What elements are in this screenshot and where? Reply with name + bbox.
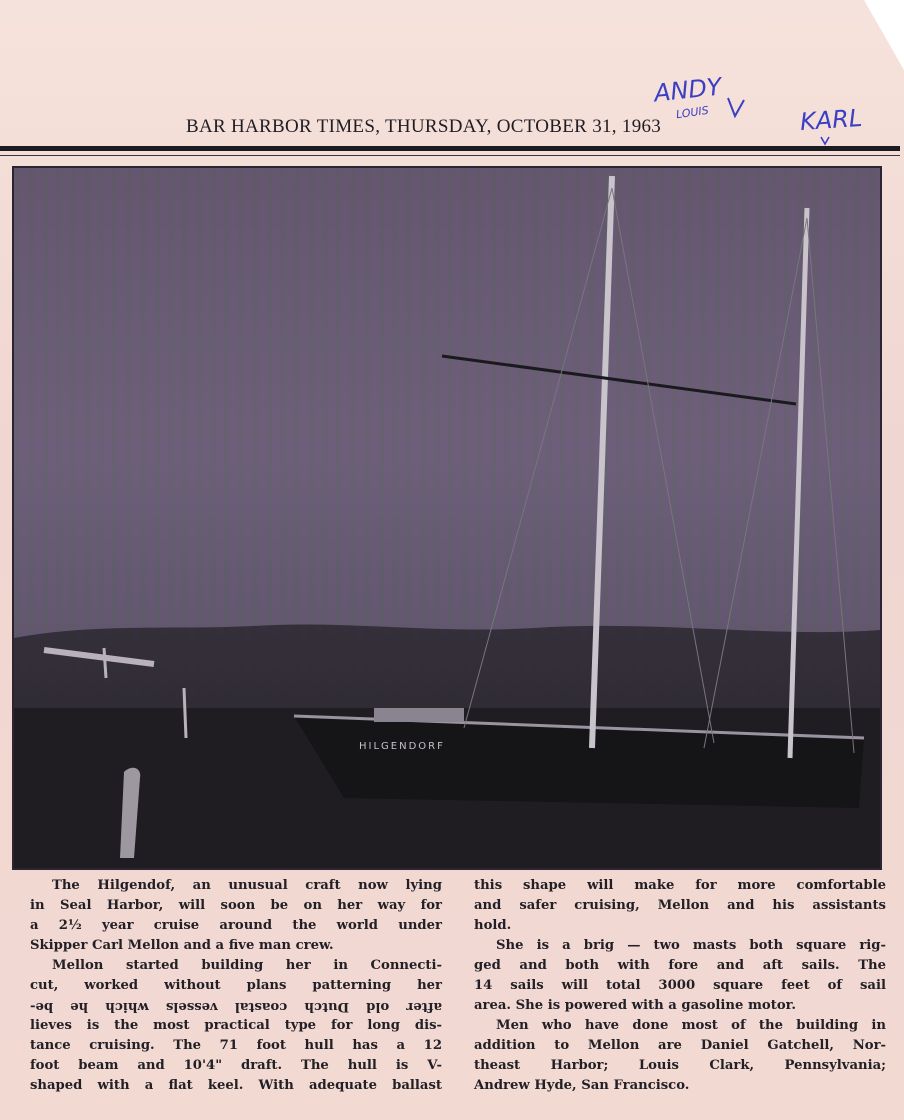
- hull-name-text: HILGENDORF: [359, 741, 445, 752]
- article-line: cut, worked without plans patterning her: [30, 978, 442, 993]
- article-line-upside-down: after old Dutch coastal vessels which he be-: [30, 999, 442, 1014]
- article-line: The Hilgendof, an unusual craft now lying: [52, 878, 442, 893]
- article-line: and safer cruising, Mellon and his assistants: [474, 898, 886, 913]
- ship-illustration: [14, 168, 880, 868]
- article-line: tance cruising. The 71 foot hull has a 12: [30, 1038, 442, 1053]
- handwritten-louis: LOUIS: [675, 103, 710, 122]
- article-line: shaped with a flat keel. With adequate ballast: [30, 1078, 442, 1093]
- article-line: ged and both with fore and aft sails. The: [474, 958, 886, 973]
- article-line: theast Harbor; Louis Clark, Pennsylvania;: [474, 1058, 886, 1073]
- article-column-left: [30, 876, 442, 1096]
- article-line: a 2½ year cruise around the world under: [30, 918, 442, 933]
- torn-corner: [864, 0, 904, 70]
- article-line: She is a brig — two masts both square rig-: [496, 938, 886, 953]
- article-line: Men who have done most of the building in: [496, 1018, 886, 1033]
- ship-photograph: [12, 166, 882, 870]
- article-line: Mellon started building her in Connecti-: [52, 958, 442, 973]
- masthead-rule-thin: [0, 155, 900, 156]
- masthead-rule: [0, 146, 900, 151]
- article-line: this shape will make for more comfortable: [474, 878, 886, 893]
- article-line: lieves is the most practical type for long dis-: [30, 1018, 442, 1033]
- handwritten-karl: KARL: [799, 103, 864, 137]
- article-line: 14 sails will total 3000 square feet of sail: [474, 978, 886, 993]
- article-line: foot beam and 10'4" draft. The hull is V-: [30, 1058, 442, 1073]
- article-line: Andrew Hyde, San Francisco.: [474, 1078, 690, 1093]
- article-column-right: [474, 876, 886, 1096]
- article-line: addition to Mellon are Daniel Gatchell, Nor-: [474, 1038, 886, 1053]
- article-line: in Seal Harbor, will soon be on her way for: [30, 898, 442, 913]
- article-line: Skipper Carl Mellon and a five man crew.: [30, 938, 334, 953]
- masthead: BAR HARBOR TIMES, THURSDAY, OCTOBER 31, 1963: [186, 116, 662, 137]
- handwritten-andy: ANDY: [652, 72, 723, 108]
- article-line: hold.: [474, 918, 512, 933]
- article-line: area. She is powered with a gasoline motor.: [474, 998, 796, 1013]
